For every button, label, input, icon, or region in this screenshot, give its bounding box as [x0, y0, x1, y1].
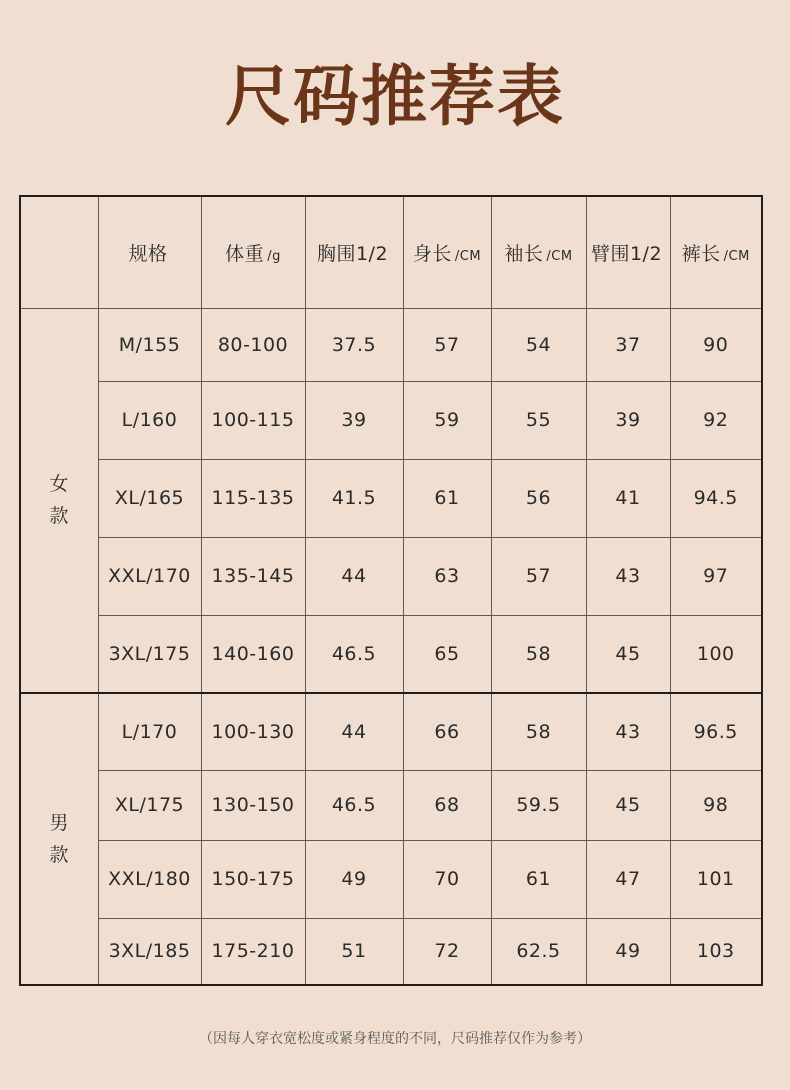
table-cell: 130-150 — [201, 770, 305, 840]
table-cell: 57 — [491, 537, 586, 615]
header-sleeve: 袖长 /CM — [491, 196, 586, 308]
table-cell: 41 — [586, 459, 670, 537]
table-cell: 51 — [305, 918, 403, 985]
group-label-line: 男 — [49, 812, 69, 834]
table-cell: 92 — [670, 381, 762, 459]
table-cell: 115-135 — [201, 459, 305, 537]
table-cell: XXL/170 — [98, 537, 201, 615]
table-cell: 98 — [670, 770, 762, 840]
table-cell: 68 — [403, 770, 491, 840]
header-spec: 规格 — [98, 196, 201, 308]
table-cell: 46.5 — [305, 615, 403, 693]
table-cell: L/160 — [98, 381, 201, 459]
table-cell: 41.5 — [305, 459, 403, 537]
table-cell: 39 — [305, 381, 403, 459]
table-cell: 44 — [305, 537, 403, 615]
table-cell: 37.5 — [305, 308, 403, 381]
table-cell: 62.5 — [491, 918, 586, 985]
table-cell: 101 — [670, 840, 762, 918]
table-cell: 140-160 — [201, 615, 305, 693]
table-cell: 59.5 — [491, 770, 586, 840]
table-cell: 65 — [403, 615, 491, 693]
table-cell: 135-145 — [201, 537, 305, 615]
table-cell: 58 — [491, 615, 586, 693]
table-cell: 97 — [670, 537, 762, 615]
page-title: 尺码推荐表 — [225, 58, 565, 135]
table-cell: M/155 — [98, 308, 201, 381]
table-row — [20, 693, 762, 770]
table-cell: 90 — [670, 308, 762, 381]
table-cell: XL/165 — [98, 459, 201, 537]
footnote: （因每人穿衣宽松度或紧身程度的不同，尺码推荐仅作为参考） — [199, 1031, 591, 1047]
table-cell: 103 — [670, 918, 762, 985]
table-cell: 3XL/175 — [98, 615, 201, 693]
group-label-line: 款 — [49, 505, 69, 528]
table-cell: 59 — [403, 381, 491, 459]
table-cell: 43 — [586, 693, 670, 770]
table-cell: XXL/180 — [98, 840, 201, 918]
table-cell: 44 — [305, 693, 403, 770]
table-cell: 70 — [403, 840, 491, 918]
table-cell: 45 — [586, 615, 670, 693]
table-row — [20, 770, 762, 840]
table-row — [20, 840, 762, 918]
header-pants: 裤长 /CM — [670, 196, 762, 308]
table-cell: 45 — [586, 770, 670, 840]
table-row — [20, 381, 762, 459]
table-row — [20, 308, 762, 381]
table-cell: 100-130 — [201, 693, 305, 770]
table-cell: 54 — [491, 308, 586, 381]
header-corner — [20, 196, 98, 308]
table-cell: 47 — [586, 840, 670, 918]
table-cell: 55 — [491, 381, 586, 459]
table-cell: 96.5 — [670, 693, 762, 770]
table-cell: 39 — [586, 381, 670, 459]
table-cell: 57 — [403, 308, 491, 381]
table-cell: XL/175 — [98, 770, 201, 840]
header-weight: 体重 /g — [201, 196, 305, 308]
table-cell: 49 — [305, 840, 403, 918]
table-cell: 80-100 — [201, 308, 305, 381]
table-row — [20, 918, 762, 985]
table-cell: 43 — [586, 537, 670, 615]
table-cell: 61 — [403, 459, 491, 537]
table-cell: 58 — [491, 693, 586, 770]
table-cell: 61 — [491, 840, 586, 918]
table-cell: 56 — [491, 459, 586, 537]
table-cell: 94.5 — [670, 459, 762, 537]
header-chest: 胸围1/2 — [305, 196, 403, 308]
table-cell: 72 — [403, 918, 491, 985]
table-cell: 37 — [586, 308, 670, 381]
table-cell: 49 — [586, 918, 670, 985]
table-cell: 100-115 — [201, 381, 305, 459]
size-chart-table — [19, 195, 763, 986]
table-cell: 3XL/185 — [98, 918, 201, 985]
table-cell: 100 — [670, 615, 762, 693]
table-cell: 63 — [403, 537, 491, 615]
table-row — [20, 537, 762, 615]
group-label — [20, 693, 98, 985]
group-label — [20, 308, 98, 693]
table-cell: 46.5 — [305, 770, 403, 840]
header-length: 身长 /CM — [403, 196, 491, 308]
header-arm: 臂围1/2 — [586, 196, 670, 308]
table-cell: L/170 — [98, 693, 201, 770]
group-label-line: 款 — [49, 844, 69, 866]
table-row — [20, 459, 762, 537]
table-cell: 150-175 — [201, 840, 305, 918]
table-cell: 175-210 — [201, 918, 305, 985]
group-label-line: 女 — [49, 473, 69, 496]
table-row — [20, 615, 762, 693]
header-row — [20, 196, 762, 308]
table-cell: 66 — [403, 693, 491, 770]
